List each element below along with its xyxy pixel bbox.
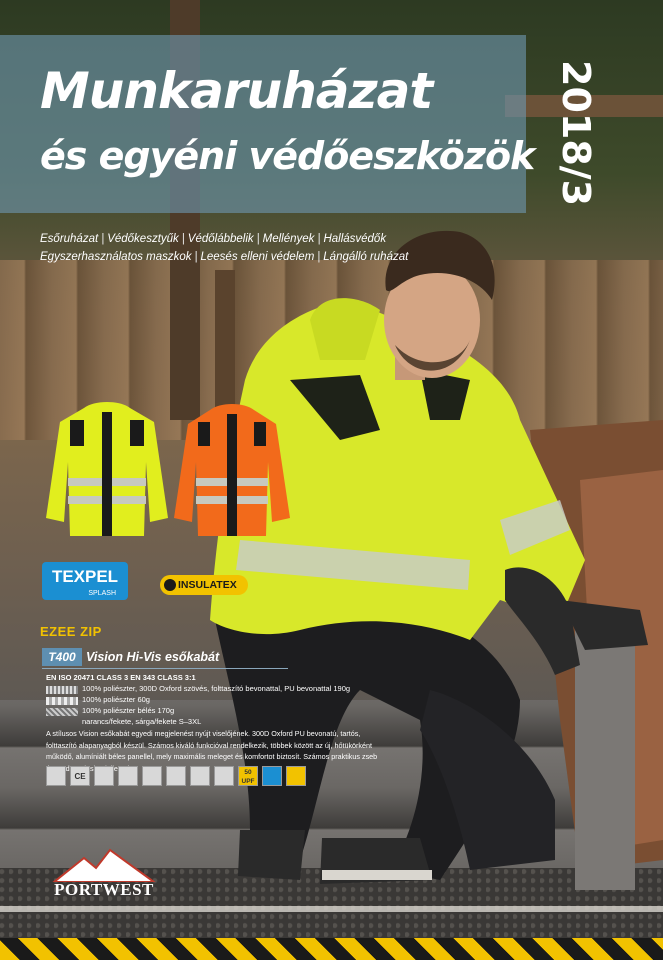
category-list-row-2: Egyszerhasználatos maszkok | Leesés elleni védelem | Lángálló ruházat [40,251,409,263]
catalog-subtitle: és egyéni védőeszközök [40,134,535,178]
hood-icon [118,766,138,786]
category-item: Mellények [262,233,315,245]
product-standards: EN ISO 20471 CLASS 3 EN 343 CLASS 3:1 [46,673,196,682]
product-colors-sizes: narancs/fekete, sárga/fekete S–3XL [82,717,202,726]
category-list-row-1: Esőruházat | Védőkesztyűk | Védőlábbelik | Mellények | Hallásvédők [40,233,387,245]
material-line: 100% poliészter 60g [82,695,150,704]
pocket-icon [142,766,162,786]
ce-mark-icon [46,766,66,786]
portwest-logo [44,848,164,908]
catalog-edition: 2018/3 [554,60,598,207]
shield-icon [262,766,282,786]
ce-mark-icon: CE [70,766,90,786]
divider [42,668,288,669]
texpel-badge [42,562,128,600]
category-item: Leesés elleni védelem [200,251,315,263]
portwest-logo-text: PORTWEST [54,880,154,899]
fabric-swatch-icon [46,686,78,694]
insulatex-label: INSULATEX [178,579,237,591]
50upf-icon: 50 UPF [238,766,258,786]
material-line: 100% poliészter bélés 170g [82,706,175,715]
lining-swatch-icon [46,708,78,716]
category-item: Védőlábbelik [187,233,254,245]
ezee-zip-label: EZEE ZIP [40,624,102,639]
category-item: Lángálló ruházat [323,251,409,263]
product-code: T400 [42,648,82,666]
insulatex-badge [160,575,248,595]
sizing-icon [214,766,234,786]
product-description: A stílusos Vision esőkabát egyedi megjelenést nyújt viselőjének. 300D Oxford PU bevonatú, tartós, folttaszító alapanyagból készül. Számos kiváló funkcióval rendelkezik, többek között az új, hőtükörként működő, alumíniált béles panellel, mely maximális meleget és komfortot biztosít. Számos praktikus zseb modern design [46,729,378,773]
category-item: Esőruházat [40,233,99,245]
material-line: 100% poliészter, 300D Oxford szövés, folttaszító bevonattal, PU bevonattal 190g [82,684,351,693]
texpel-label: TEXPEL [51,567,119,586]
catalog-title: Munkaruházat [40,62,433,120]
category-item: Védőkesztyűk [107,233,179,245]
jacket-yellow-image [44,400,170,540]
category-item: Egyszerhasználatos maszkok [40,251,192,263]
product-name: Vision Hi-Vis esőkabát [86,650,220,664]
flame-icon [164,579,176,591]
phone-pocket-icon [94,766,114,786]
texpel-sub-label: SPLASH [88,590,116,597]
jacket-orange-image [172,402,292,540]
hi-vis-vest-icon [286,766,306,786]
padding-swatch-icon [46,697,78,705]
printer-icon [190,766,210,786]
mountain-icon [44,848,164,882]
category-item: Hallásvédők [323,233,387,245]
zip-icon [166,766,186,786]
